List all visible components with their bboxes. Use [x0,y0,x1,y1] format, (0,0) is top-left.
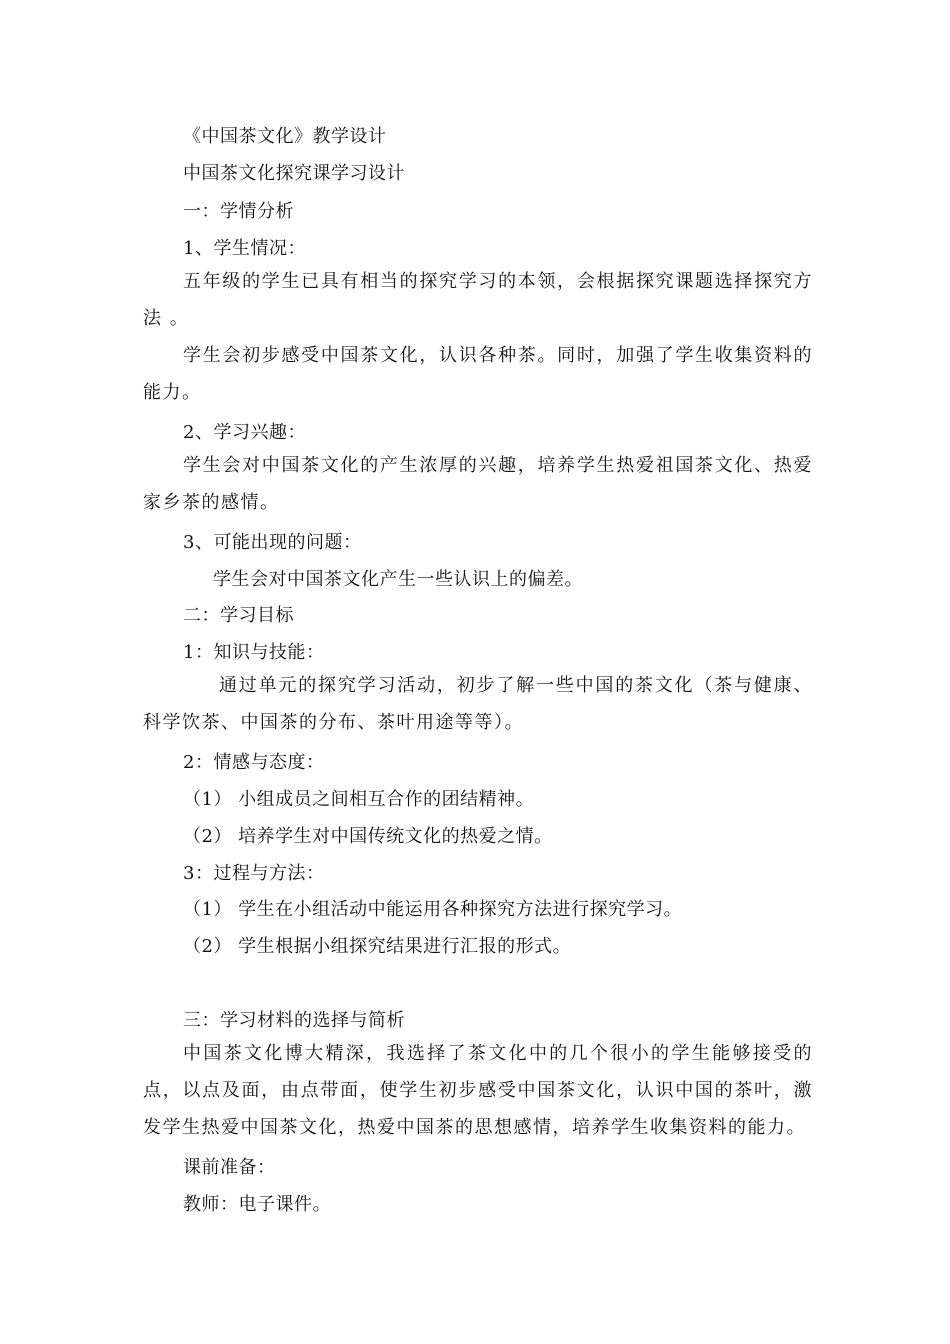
paragraph: 五年级的学生已具有相当的探究学习的本领，会根据探究课题选择探究方法 。 [143,271,813,329]
subsection-heading: 1：知识与技能： [183,642,325,663]
subsection-heading: 2：情感与态度： [183,752,325,773]
section-heading: 一：学情分析 [183,201,294,222]
paragraph: 学生会对中国茶文化的产生浓厚的兴趣，培养学生热爱祖国茶文化、热爱家乡茶的感情。 [143,455,813,513]
document-title: 《中国茶文化》教学设计 [183,126,387,147]
list-item: （1） 小组成员之间相互合作的团结精神。 [183,789,535,810]
paragraph: 通过单元的探究学习活动，初步了解一些中国的茶文化（茶与健康、科学饮茶、中国茶的分布、茶叶用途等等）。 [143,675,813,733]
paragraph: 学生会初步感受中国茶文化，认识各种茶。同时，加强了学生收集资料的能力。 [143,345,813,403]
section-heading: 三：学习材料的选择与简析 [183,1010,405,1031]
subsection-heading: 3：过程与方法： [183,863,325,884]
subsection-heading: 3、可能出现的问题： [183,532,362,553]
section-heading: 二：学习目标 [183,605,294,626]
paragraph: 教师：电子课件。 [183,1194,331,1215]
list-item: （1） 学生在小组活动中能运用各种探究方法进行探究学习。 [183,899,683,920]
subsection-heading: 1、学生情况： [183,238,306,259]
list-item: （2） 培养学生对中国传统文化的热爱之情。 [183,826,553,847]
paragraph: 学生会对中国茶文化产生一些认识上的偏差。 [213,569,583,590]
subsection-heading: 2、学习兴趣： [183,422,306,443]
list-item: （2） 学生根据小组探究结果进行汇报的形式。 [183,936,572,957]
paragraph: 中国茶文化博大精深，我选择了茶文化中的几个很小的学生能够接受的点，以点及面，由点带面，使学生初步感受中国茶文化，认识中国的茶叶，激发学生热爱中国茶文化，热爱中国茶的思想感情，培养学生收集资料的能力。 [143,1043,813,1138]
document-subtitle: 中国茶文化探究课学习设计 [183,163,405,184]
subsection-heading: 课前准备： [183,1157,276,1178]
